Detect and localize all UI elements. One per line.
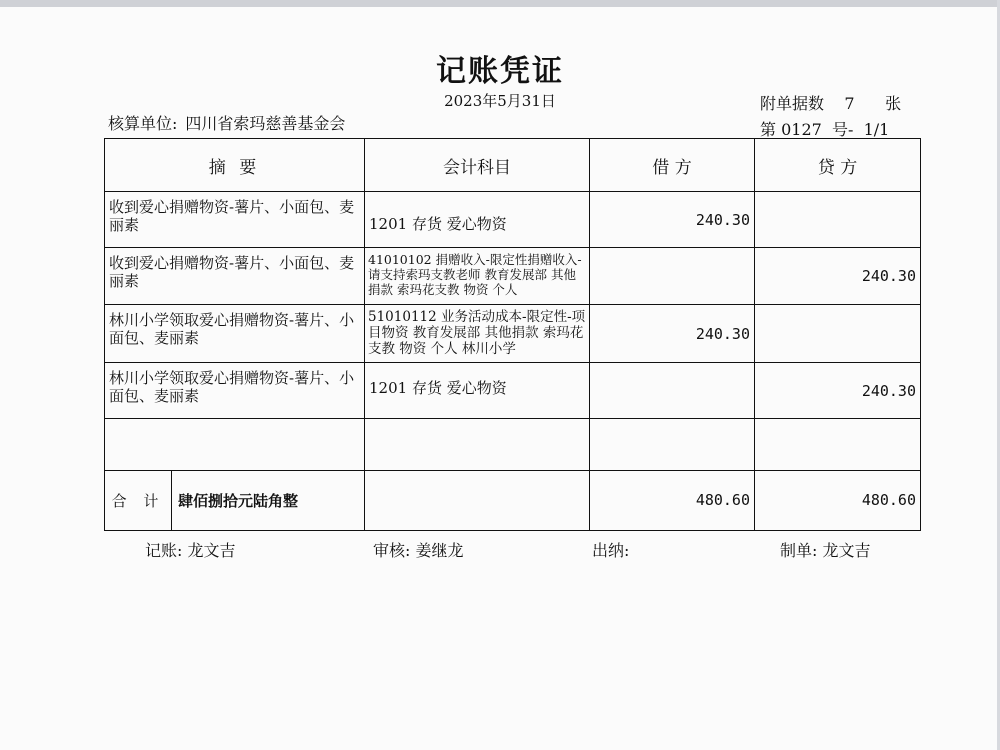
seq-number: 0127 bbox=[781, 120, 822, 139]
header-account: 会计科目 bbox=[443, 157, 511, 178]
total-label: 合 计 bbox=[111, 491, 165, 510]
row-1-summary: 收到爱心捐赠物资-薯片、小面包、麦丽素 bbox=[109, 198, 355, 234]
total-debit: 480.60 bbox=[695, 491, 750, 509]
attachment-count bbox=[760, 91, 901, 114]
row-2-summary: 收到爱心捐赠物资-薯片、小面包、麦丽素 bbox=[109, 254, 355, 290]
row-1-debit: 240.30 bbox=[695, 210, 750, 229]
row-2-account: 41010102 捐赠收入-限定性捐赠收入-请支持索玛支教老师 教育发展部 其他捐款 索玛花支教 物资 个人 bbox=[368, 252, 582, 297]
row-5-summary bbox=[105, 419, 364, 470]
row-5-account bbox=[365, 419, 589, 470]
preparer-signature: 制单: 龙文吉 bbox=[780, 541, 871, 560]
header-credit: 贷 方 bbox=[817, 157, 858, 178]
cashier-signature: 出纳: bbox=[592, 541, 630, 560]
row-2-debit bbox=[590, 248, 754, 304]
total-credit: 480.60 bbox=[861, 491, 916, 509]
voucher-date: 2023年5月31日 bbox=[444, 92, 556, 110]
page-indicator: 1/1 bbox=[863, 120, 890, 139]
unit-name: 四川省索玛慈善基金会 bbox=[185, 114, 346, 133]
row-3-credit bbox=[755, 305, 920, 362]
attach-unit: 张 bbox=[885, 94, 902, 113]
attach-count: 7 bbox=[844, 94, 855, 113]
header-debit: 借 方 bbox=[652, 157, 692, 178]
bookkeeper-signature: 记账: 龙文吉 bbox=[145, 541, 236, 560]
scan-edge-top bbox=[0, 0, 1000, 7]
row-2-credit: 240.30 bbox=[861, 267, 916, 285]
attach-label: 附单据数 bbox=[760, 94, 825, 113]
row-1-account: 1201 存货 爱心物资 bbox=[369, 214, 507, 233]
row-4-summary: 林川小学领取爱心捐赠物资-薯片、小面包、麦丽素 bbox=[109, 369, 355, 405]
seq-prefix: 第 bbox=[760, 120, 777, 139]
total-amount-words: 肆佰捌拾元陆角整 bbox=[178, 491, 299, 510]
row-3-account: 51010112 业务活动成本-限定性-项目物资 教育发展部 其他捐款 索玛花支教 物资 个人 林川小学 bbox=[368, 309, 586, 357]
voucher-title: 记账凭证 bbox=[436, 54, 564, 89]
row-5-credit bbox=[755, 419, 920, 470]
header-summary: 摘 要 bbox=[208, 157, 261, 178]
row-1-credit bbox=[755, 192, 920, 247]
seq-suffix: 号- bbox=[832, 120, 854, 139]
row-4-debit bbox=[590, 363, 754, 418]
row-4-account: 1201 存货 爱心物资 bbox=[369, 379, 507, 397]
row-4-credit: 240.30 bbox=[861, 381, 916, 400]
row-3-debit: 240.30 bbox=[695, 324, 750, 343]
row-3-summary: 林川小学领取爱心捐赠物资-薯片、小面包、麦丽素 bbox=[109, 311, 355, 347]
reviewer-signature: 审核: 姜继龙 bbox=[373, 541, 464, 560]
unit-label: 核算单位: bbox=[108, 114, 178, 133]
accounting-unit bbox=[108, 111, 345, 134]
voucher-number bbox=[760, 117, 889, 140]
voucher-table bbox=[104, 138, 921, 531]
row-5-debit bbox=[590, 419, 754, 470]
